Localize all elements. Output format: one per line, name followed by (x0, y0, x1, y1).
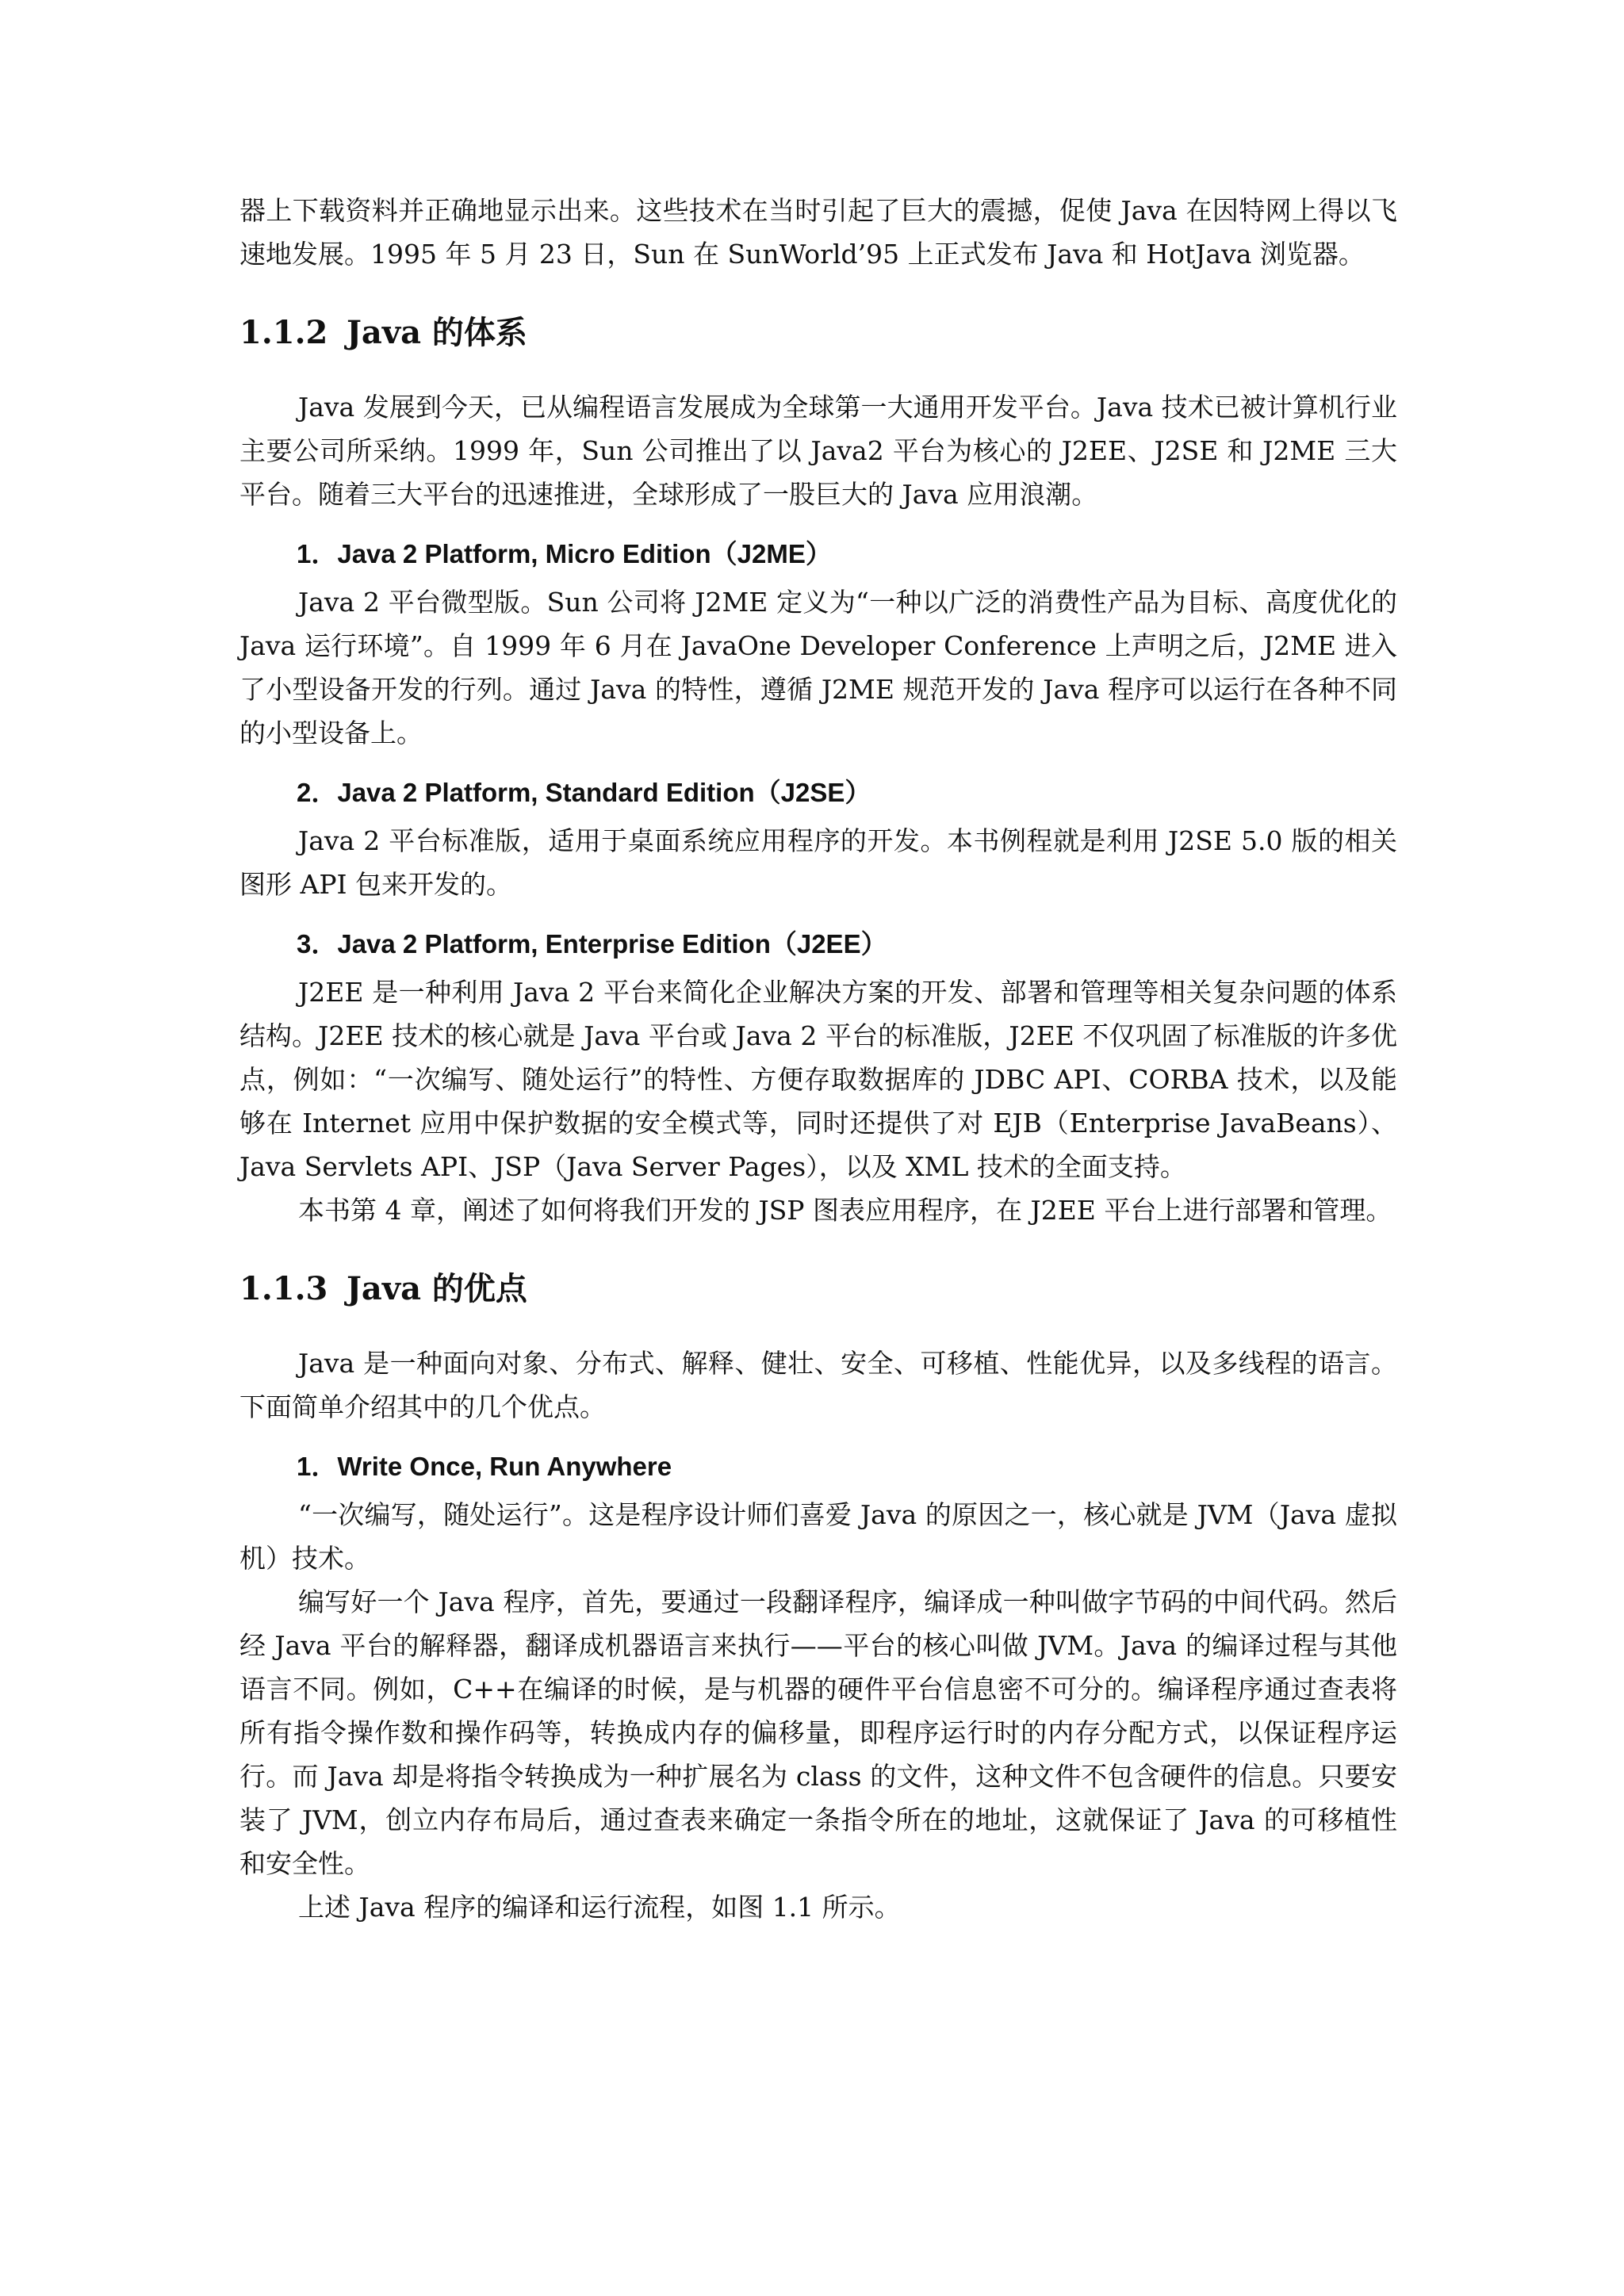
section-title: Java 的体系 (347, 314, 527, 351)
paragraph-java-advantages: Java 是一种面向对象、分布式、解释、健壮、安全、可移植、性能优异，以及多线程的语言。下面简单介绍其中的几个优点。 (239, 1348, 1397, 1422)
paragraph-j2ee: J2EE 是一种利用 Java 2 平台来简化企业解决方案的开发、部署和管理等相关复杂问题的体系结构。J2EE 技术的核心就是 Java 平台或 Java 2 平台的标准版，J2EE 不仅巩固了标准版的许多优点，例如：“一次编写、随处运行”的特性、方便存取数据库的 JDBC API、CORBA 技术，以及能够在 Internet 应用中保护数据的安全模式等，同时还提供了对 EJB（Enterprise JavaBeans）、Java Servlets API、JSP（Java Server Pages），以及 XML 技术的全面支持。 (239, 977, 1397, 1182)
subheading-j2ee: 3．Java 2 Platform, Enterprise Edition（J2EE） (297, 929, 887, 959)
subheading-j2se: 2．Java 2 Platform, Standard Edition（J2SE） (297, 778, 871, 807)
paragraph-intro: 器上下载资料并正确地显示出来。这些技术在当时引起了巨大的震撼，促使 Java 在因特网上得以飞速地发展。1995 年 5 月 23 日，Sun 在 SunWorld’95 上正式发布 Java 和 HotJava 浏览器。 (239, 195, 1397, 270)
page-content (239, 189, 1397, 1929)
section-number: 1.1.2 (239, 314, 328, 351)
paragraph-write-once-3: 上述 Java 程序的编译和运行流程，如图 1.1 所示。 (298, 1892, 901, 1923)
section-number: 1.1.3 (239, 1270, 328, 1307)
section-title: Java 的优点 (347, 1270, 527, 1307)
paragraph-j2me: Java 2 平台微型版。Sun 公司将 J2ME 定义为“一种以广泛的消费性产品为目标、高度优化的 Java 运行环境”。自 1999 年 6 月在 JavaOne Developer Conference 上声明之后，J2ME 进入了小型设备开发的行列。通过 Java 的特性，遵循 J2ME 规范开发的 Java 程序可以运行在各种不同的小型设备上。 (239, 587, 1397, 748)
paragraph-write-once-2: 编写好一个 Java 程序，首先，要通过一段翻译程序，编译成一种叫做字节码的中间代码。然后经 Java 平台的解释器，翻译成机器语言来执行——平台的核心叫做 JVM。Java 的编译过程与其他语言不同。例如，C++在编译的时候，是与机器的硬件平台信息密不可分的。编译程序通过查表将所有指令操作数和操作码等，转换成内存的偏移量，即程序运行时的内存分配方式，以保证程序运行。而 Java 却是将指令转换成为一种扩展名为 class 的文件，这种文件不包含硬件的信息。只要安装了 JVM，创立内存布局后，通过查表来确定一条指令所在的地址，这就保证了 Java 的可移植性和安全性。 (239, 1586, 1397, 1879)
subheading-write-once: 1．Write Once, Run Anywhere (297, 1452, 672, 1481)
section-heading-1-1-2 (239, 309, 1397, 357)
paragraph-write-once-1: “一次编写，随处运行”。这是程序设计师们喜爱 Java 的原因之一，核心就是 JVM（Java 虚拟机）技术。 (239, 1499, 1397, 1574)
paragraph-j2se: Java 2 平台标准版，适用于桌面系统应用程序的开发。本书例程就是利用 J2SE 5.0 版的相关图形 API 包来开发的。 (239, 825, 1397, 900)
paragraph-chapter-4: 本书第 4 章，阐述了如何将我们开发的 JSP 图表应用程序，在 J2EE 平台上进行部署和管理。 (298, 1195, 1392, 1226)
section-heading-1-1-3 (239, 1265, 1397, 1313)
subheading-j2me: 1．Java 2 Platform, Micro Edition（J2ME） (297, 539, 832, 568)
paragraph-java-system: Java 发展到今天，已从编程语言发展成为全球第一大通用开发平台。Java 技术已被计算机行业主要公司所采纳。1999 年，Sun 公司推出了以 Java2 平台为核心的 J2EE、J2SE 和 J2ME 三大平台。随着三大平台的迅速推进，全球形成了一股巨大的 Java 应用浪潮。 (239, 392, 1397, 510)
